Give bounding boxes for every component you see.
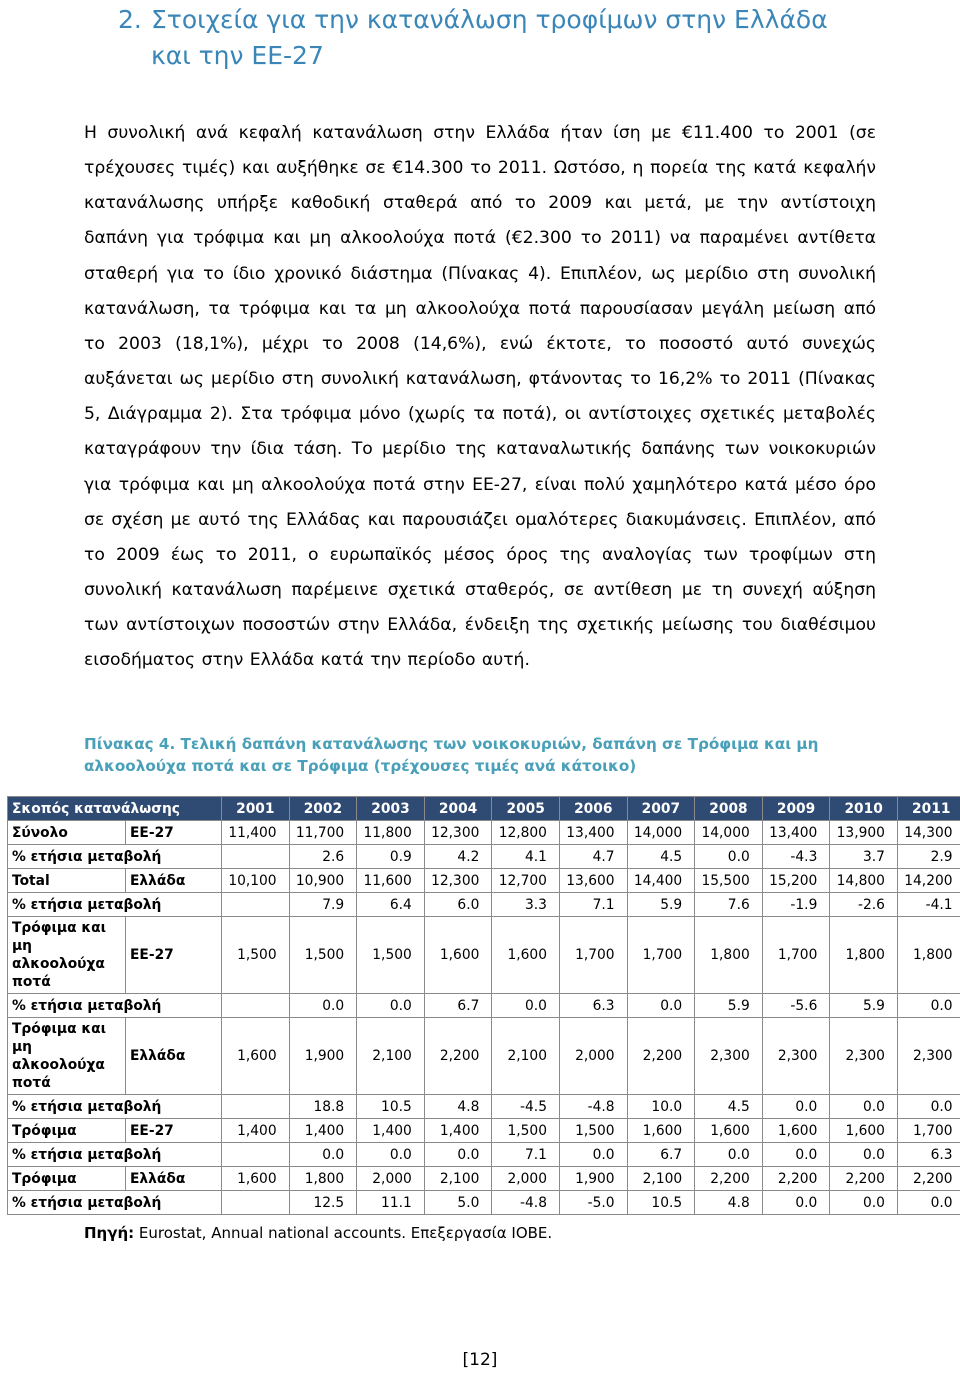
table-header-year: 2011 (897, 797, 960, 821)
table-cell: 0.0 (897, 994, 960, 1018)
table-cell: 1,800 (695, 917, 763, 994)
table-cell: 10,100 (222, 869, 290, 893)
table-cell: 3.7 (830, 845, 898, 869)
table-caption (84, 733, 864, 777)
table-caption-label: Πίνακας 4. (84, 735, 176, 753)
table-cell: 1,600 (492, 917, 560, 994)
table-header-year: 2004 (424, 797, 492, 821)
table-cell: 1,600 (695, 1119, 763, 1143)
table-cell: 1,700 (897, 1119, 960, 1143)
table-cell: 1,600 (762, 1119, 830, 1143)
table-row (8, 1143, 960, 1167)
row-label: % ετήσια μεταβολή (8, 1191, 222, 1215)
table-cell: 0.0 (695, 845, 763, 869)
row-region: Ελλάδα (126, 869, 222, 893)
table-cell: 2.6 (289, 845, 357, 869)
table-cell: 2,200 (762, 1167, 830, 1191)
table-cell: 1,900 (559, 1167, 627, 1191)
row-label: % ετήσια μεταβολή (8, 893, 222, 917)
table-cell: 2,000 (492, 1167, 560, 1191)
table-cell: 14,400 (627, 869, 695, 893)
table-cell: 1,900 (289, 1018, 357, 1095)
table-cell: 6.7 (627, 1143, 695, 1167)
table-cell: 1,400 (357, 1119, 425, 1143)
table-cell: 10,900 (289, 869, 357, 893)
table-cell: 0.0 (830, 1191, 898, 1215)
table-cell (222, 845, 290, 869)
row-label: Τρόφιμα (8, 1167, 126, 1191)
table-cell: 7.6 (695, 893, 763, 917)
table-cell: 1,800 (830, 917, 898, 994)
table-cell: 11.1 (357, 1191, 425, 1215)
row-label: Σύνολο (8, 821, 126, 845)
table-cell: 2,200 (695, 1167, 763, 1191)
source-text: Eurostat, Annual national accounts. Επεξεργασία ΙΟΒΕ. (134, 1224, 553, 1242)
table-cell: 6.3 (559, 994, 627, 1018)
row-region: Ελλάδα (126, 1167, 222, 1191)
table-cell: 4.7 (559, 845, 627, 869)
table-cell: 0.0 (492, 994, 560, 1018)
table-cell: 11,600 (357, 869, 425, 893)
table-cell: 15,200 (762, 869, 830, 893)
table-cell: 1,500 (222, 917, 290, 994)
table-cell: 0.0 (897, 1191, 960, 1215)
table-header-year: 2007 (627, 797, 695, 821)
table-cell: -4.8 (559, 1095, 627, 1119)
table-cell: 1,700 (762, 917, 830, 994)
table-row (8, 994, 960, 1018)
section-heading (118, 2, 918, 74)
table-cell: 0.0 (424, 1143, 492, 1167)
table-cell: 5.9 (627, 893, 695, 917)
row-region: ΕΕ-27 (126, 917, 222, 994)
table-cell: 0.0 (559, 1143, 627, 1167)
table-cell: 13,600 (559, 869, 627, 893)
table-cell: 1,500 (492, 1119, 560, 1143)
heading-text-1: Στοιχεία για την κατανάλωση τροφίμων στην Ελλάδα (151, 5, 828, 34)
table-cell: 1,600 (222, 1167, 290, 1191)
table-cell: 3.3 (492, 893, 560, 917)
table-cell: 1,600 (627, 1119, 695, 1143)
table-cell: 2,200 (627, 1018, 695, 1095)
table-cell: 10.5 (627, 1191, 695, 1215)
row-label: % ετήσια μεταβολή (8, 845, 222, 869)
table-header-year: 2010 (830, 797, 898, 821)
section-number: 2. (118, 5, 142, 34)
row-label: Τρόφιμα και μη αλκοολούχα ποτά (8, 917, 126, 994)
table-cell: 0.0 (830, 1095, 898, 1119)
table-cell: 1,500 (357, 917, 425, 994)
table-cell: 14,300 (897, 821, 960, 845)
page-number: [12] (462, 1350, 498, 1370)
table-cell: 2,100 (424, 1167, 492, 1191)
table-cell: 0.9 (357, 845, 425, 869)
row-label: Τρόφιμα και μη αλκοολούχα ποτά (8, 1018, 126, 1095)
table-cell: 14,800 (830, 869, 898, 893)
heading-line-1 (118, 2, 918, 38)
row-region: Ελλάδα (126, 1018, 222, 1095)
row-region: ΕΕ-27 (126, 1119, 222, 1143)
table-cell: 6.4 (357, 893, 425, 917)
table-cell: 4.5 (627, 845, 695, 869)
table-cell: 2,100 (492, 1018, 560, 1095)
consumption-table (7, 796, 960, 1215)
table-cell: 12,800 (492, 821, 560, 845)
table-cell: 1,400 (222, 1119, 290, 1143)
table-row (8, 893, 960, 917)
table-body (8, 821, 960, 1215)
table-cell: 12.5 (289, 1191, 357, 1215)
table-cell: 0.0 (627, 994, 695, 1018)
table-cell: 12,300 (424, 869, 492, 893)
table-cell: 1,500 (289, 917, 357, 994)
table-header-year: 2002 (289, 797, 357, 821)
table-cell: -2.6 (830, 893, 898, 917)
row-label: % ετήσια μεταβολή (8, 994, 222, 1018)
table-cell: 4.5 (695, 1095, 763, 1119)
table-cell: 4.8 (695, 1191, 763, 1215)
table-header-row (8, 797, 960, 821)
table-cell: 4.2 (424, 845, 492, 869)
table-cell: -5.6 (762, 994, 830, 1018)
row-region: ΕΕ-27 (126, 821, 222, 845)
table-cell: 1,800 (289, 1167, 357, 1191)
table-cell: 4.8 (424, 1095, 492, 1119)
table-cell (222, 994, 290, 1018)
table-row (8, 1018, 960, 1095)
table-cell: 0.0 (289, 994, 357, 1018)
table-cell: 0.0 (897, 1095, 960, 1119)
table-cell: 14,000 (627, 821, 695, 845)
table-cell: 1,500 (559, 1119, 627, 1143)
table-cell: 11,700 (289, 821, 357, 845)
table-cell: 0.0 (762, 1095, 830, 1119)
table-cell: 1,600 (830, 1119, 898, 1143)
table-cell: 2,300 (762, 1018, 830, 1095)
table-cell: 1,700 (627, 917, 695, 994)
table-row (8, 869, 960, 893)
table-cell: 6.0 (424, 893, 492, 917)
table-cell: 1,400 (424, 1119, 492, 1143)
table-cell: 6.3 (897, 1143, 960, 1167)
table-header-year: 2009 (762, 797, 830, 821)
table-cell (222, 1095, 290, 1119)
table-cell: 10.5 (357, 1095, 425, 1119)
table-row (8, 821, 960, 845)
table-cell: 2,000 (357, 1167, 425, 1191)
table-cell: 7.1 (492, 1143, 560, 1167)
table-cell: 2,200 (830, 1167, 898, 1191)
table-row (8, 845, 960, 869)
table-cell: 0.0 (762, 1143, 830, 1167)
table-cell: 2,300 (830, 1018, 898, 1095)
table-cell (222, 893, 290, 917)
table-cell: 14,200 (897, 869, 960, 893)
table-cell: 2,100 (627, 1167, 695, 1191)
table-row (8, 1119, 960, 1143)
table-cell: 5.0 (424, 1191, 492, 1215)
table-cell: 0.0 (357, 994, 425, 1018)
table-row (8, 1167, 960, 1191)
table-header-year: 2008 (695, 797, 763, 821)
table-cell: 2,200 (424, 1018, 492, 1095)
table-row (8, 1191, 960, 1215)
table-header-year: 2003 (357, 797, 425, 821)
table-cell: 5.9 (695, 994, 763, 1018)
table-cell: 13,400 (559, 821, 627, 845)
table-cell: 12,700 (492, 869, 560, 893)
table-row (8, 1095, 960, 1119)
table-cell: -4.5 (492, 1095, 560, 1119)
heading-line-2: και την ΕΕ-27 (151, 41, 324, 70)
table-cell: 10.0 (627, 1095, 695, 1119)
table-cell: 1,700 (559, 917, 627, 994)
table-cell: 18.8 (289, 1095, 357, 1119)
table-header-label: Σκοπός κατανάλωσης (8, 797, 222, 821)
table-cell: 4.1 (492, 845, 560, 869)
table-cell: 7.1 (559, 893, 627, 917)
table-cell: -4.3 (762, 845, 830, 869)
table-header-year: 2001 (222, 797, 290, 821)
row-label: % ετήσια μεταβολή (8, 1095, 222, 1119)
table-cell: 13,900 (830, 821, 898, 845)
table-cell: 2,300 (695, 1018, 763, 1095)
table-header-year: 2006 (559, 797, 627, 821)
table-cell: 7.9 (289, 893, 357, 917)
table-caption-text: Τελική δαπάνη κατανάλωσης των νοικοκυριών, δαπάνη σε Τρόφιμα και μη αλκοολούχα ποτά και σε Τρόφιμα (τρέχουσες τιμές ανά κάτοικο) (84, 735, 819, 775)
table-cell: 2.9 (897, 845, 960, 869)
table-cell: 1,600 (222, 1018, 290, 1095)
table-cell: -5.0 (559, 1191, 627, 1215)
table-cell: 14,000 (695, 821, 763, 845)
table-header-year: 2005 (492, 797, 560, 821)
table-cell: 11,800 (357, 821, 425, 845)
source-note (84, 1222, 552, 1244)
body-paragraph: Η συνολική ανά κεφαλή κατανάλωση στην Ελλάδα ήταν ίση με €11.400 το 2001 (σε τρέχουσες τιμές) και αυξήθηκε σε €14.300 το 2011. Ωστόσο, η πορεία της κατά κεφαλήν κατανάλωσης υπήρξε καθοδική σταθερά από το 2009 και μετά, με την αντίστοιχη δαπάνη για τρόφιμα και μη αλκοολούχα ποτά (€2.300 το 2011) να παραμένει αντίθετα σταθερή για το ίδιο χρονικό διάστημα (Πίνακας 4). Επιπλέον, ως μερίδιο στη συνολική κατανάλωση, τα τρόφιμα και τα μη αλκοολούχα ποτά παρουσίασαν μεγάλη μείωση από το 2003 (18,1%), μέχρι το 2008 (14,6%), ενώ έκτοτε, το ποσοστό αυτό συνεχώς αυξάνεται ως μερίδιο στη συνολική κατανάλωση, φτάνοντας το 16,2% το 2011 (Πίνακας 5, Διάγραμμα 2). Στα τρόφιμα μόνο (χωρίς τα ποτά), οι αντίστοιχες σχετικές μεταβολές καταγράφουν την ίδια τάση. Το μερίδιο της καταναλωτικής δαπάνης των νοικοκυριών για τρόφιμα και μη αλκοολούχα ποτά στην ΕΕ-27, είναι πολύ χαμηλότερο κατά μέσο όρο σε σχέση με αυτό της Ελλάδας και παρουσιάζει ομαλότερες διακυμάνσεις. Επιπλέον, από το 2009 έως το 2011, ο ευρωπαϊκός μέσος όρος της αναλογίας των τροφίμων στη συνολική κατανάλωση παρέμεινε σχετικά σταθερός, σε αντίθεση με τη συνεχή αύξηση των αντίστοιχων ποσοστών στην Ελλάδα, ένδειξη της σχετικής μείωσης του διαθέσιμου εισοδήματος στην Ελλάδα κατά την περίοδο αυτή. (84, 123, 876, 671)
row-label: % ετήσια μεταβολή (8, 1143, 222, 1167)
row-label: Τρόφιμα (8, 1119, 126, 1143)
table-cell: 0.0 (762, 1191, 830, 1215)
table-cell: 2,200 (897, 1167, 960, 1191)
table-cell: 0.0 (830, 1143, 898, 1167)
table-cell: 6.7 (424, 994, 492, 1018)
table-cell: 1,400 (289, 1119, 357, 1143)
table-row (8, 917, 960, 994)
table-cell (222, 1191, 290, 1215)
table-cell: 15,500 (695, 869, 763, 893)
table-cell: -4.8 (492, 1191, 560, 1215)
table-cell: 2,000 (559, 1018, 627, 1095)
table-cell: -1.9 (762, 893, 830, 917)
row-label: Total (8, 869, 126, 893)
table-cell: 0.0 (289, 1143, 357, 1167)
table-cell: 12,300 (424, 821, 492, 845)
table-cell (222, 1143, 290, 1167)
table-cell: 13,400 (762, 821, 830, 845)
table-cell: 5.9 (830, 994, 898, 1018)
source-label: Πηγή: (84, 1224, 135, 1242)
table-cell: -4.1 (897, 893, 960, 917)
table-cell: 1,600 (424, 917, 492, 994)
table-cell: 0.0 (695, 1143, 763, 1167)
table-cell: 11,400 (222, 821, 290, 845)
table-cell: 0.0 (357, 1143, 425, 1167)
table-cell: 2,100 (357, 1018, 425, 1095)
table-cell: 1,800 (897, 917, 960, 994)
table-cell: 2,300 (897, 1018, 960, 1095)
